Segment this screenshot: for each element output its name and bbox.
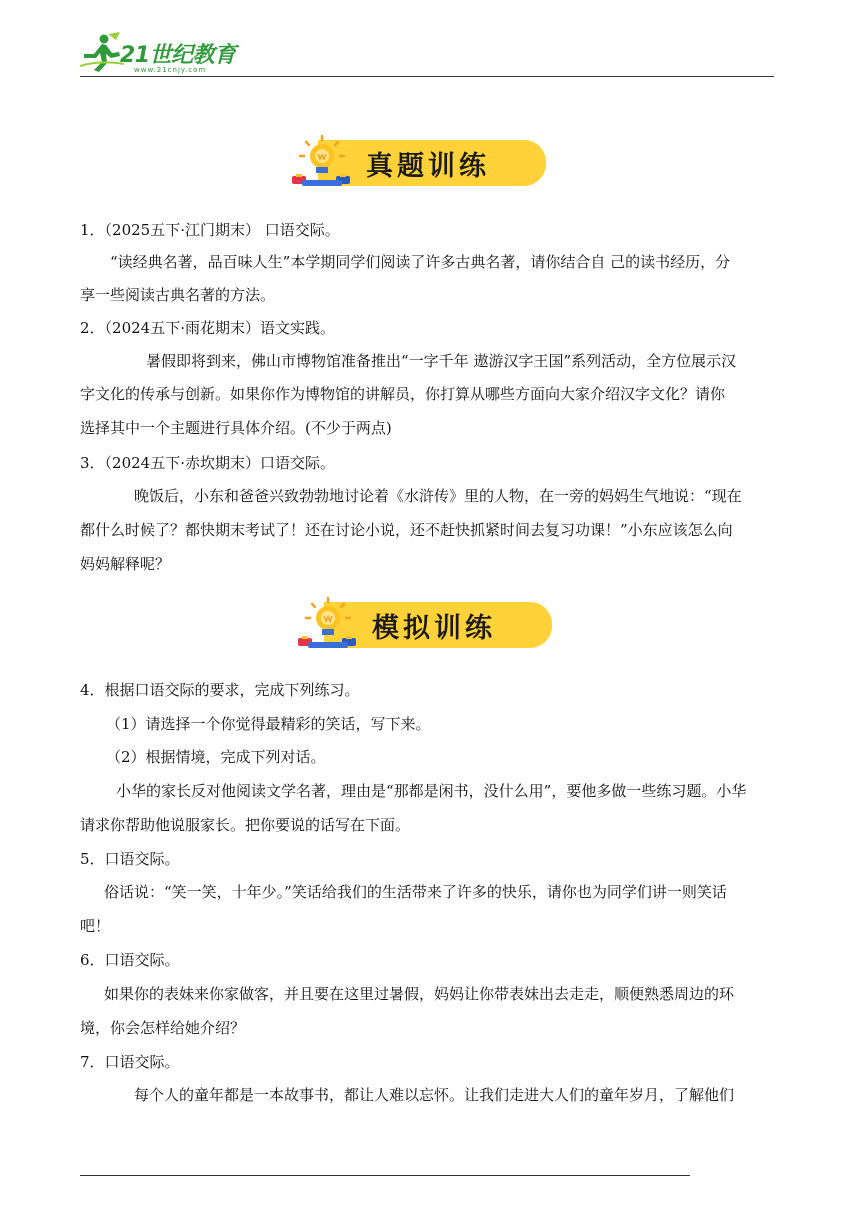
question-2-body: 字文化的传承与创新。如果你作为博物馆的讲解员，你打算从哪些方面向大家介绍汉字文化？请你 — [80, 385, 726, 403]
question-1-body: “读经典名著，品百味人生”本学期同学们阅读了许多古典名著，请你结合自 己的读书经历，分 — [110, 253, 731, 271]
question-1-body: 享一些阅读古典名著的方法。 — [80, 286, 276, 304]
question-3-heading: 3．（2024五下·赤坎期末）口语交际。 — [80, 454, 335, 472]
question-5-body: 俗话说：“笑一笑，十年少。”笑话给我们的生活带来了许多的快乐，请你也为同学们讲一则笑话 — [104, 883, 727, 901]
question-7-heading: 7．口语交际。 — [80, 1053, 180, 1071]
footer-divider — [80, 1175, 690, 1176]
question-2-heading: 2．（2024五下·雨花期末）语文实践。 — [80, 319, 335, 337]
question-6-body: 如果你的表妹来你家做客，并且要在这里过暑假，妈妈让你带表妹出去走走，顺便熟悉周边的环 — [104, 985, 735, 1003]
question-4-body: 请求你帮助他说服家长。把你要说的话写在下面。 — [80, 816, 411, 834]
question-4-body: 小华的家长反对他阅读文学名著，理由是“那都是闲书，没什么用”，要他多做一些练习题。小华 — [116, 782, 747, 800]
question-4-subitem: （1）请选择一个你觉得最精彩的笑话，写下来。 — [106, 715, 431, 733]
question-6-body: 境，你会怎样给她介绍？ — [80, 1019, 246, 1037]
section-banner-real-exam — [288, 134, 548, 190]
section-title: 模拟训练 — [372, 613, 496, 644]
question-4-heading: 4．根据口语交际的要求，完成下列练习。 — [80, 681, 360, 699]
question-6-heading: 6．口语交际。 — [80, 951, 180, 969]
logo-text: 21世纪教育 — [120, 43, 236, 68]
section-title: 真题训练 — [366, 151, 490, 182]
question-1-heading: 1．（2025五下·江门期末） 口语交际。 — [80, 221, 340, 239]
question-2-body: 暑假即将到来，佛山市博物馆准备推出“一字千年 遨游汉字王国”系列活动，全方位展示汉 — [146, 352, 737, 370]
question-3-body: 都什么时候了？都快期末考试了！还在讨论小说，还不赶快抓紧时间去复习功课！”小东应该怎么向 — [80, 521, 733, 539]
lightbulb-icon — [294, 596, 364, 652]
section-banner-mock-exam — [294, 596, 554, 652]
question-7-body: 每个人的童年都是一本故事书，都让人难以忘怀。让我们走进大人们的童年岁月，了解他们 — [134, 1086, 735, 1104]
question-3-body: 晚饭后，小东和爸爸兴致勃勃地讨论着《水浒传》里的人物，在一旁的妈妈生气地说：“现在 — [134, 487, 742, 505]
runner-logo-icon — [80, 32, 124, 72]
question-3-body: 妈妈解释呢？ — [80, 555, 171, 573]
lightbulb-icon — [288, 134, 358, 190]
site-logo — [80, 30, 250, 76]
question-4-subitem: （2）根据情境，完成下列对话。 — [106, 748, 326, 766]
question-5-body: 吧！ — [80, 917, 111, 935]
header-divider — [80, 76, 774, 77]
question-5-heading: 5．口语交际。 — [80, 850, 180, 868]
logo-url: www.21cnjy.com — [134, 66, 207, 74]
question-2-body: 选择其中一个主题进行具体介绍。(不少于两点) — [80, 419, 392, 437]
